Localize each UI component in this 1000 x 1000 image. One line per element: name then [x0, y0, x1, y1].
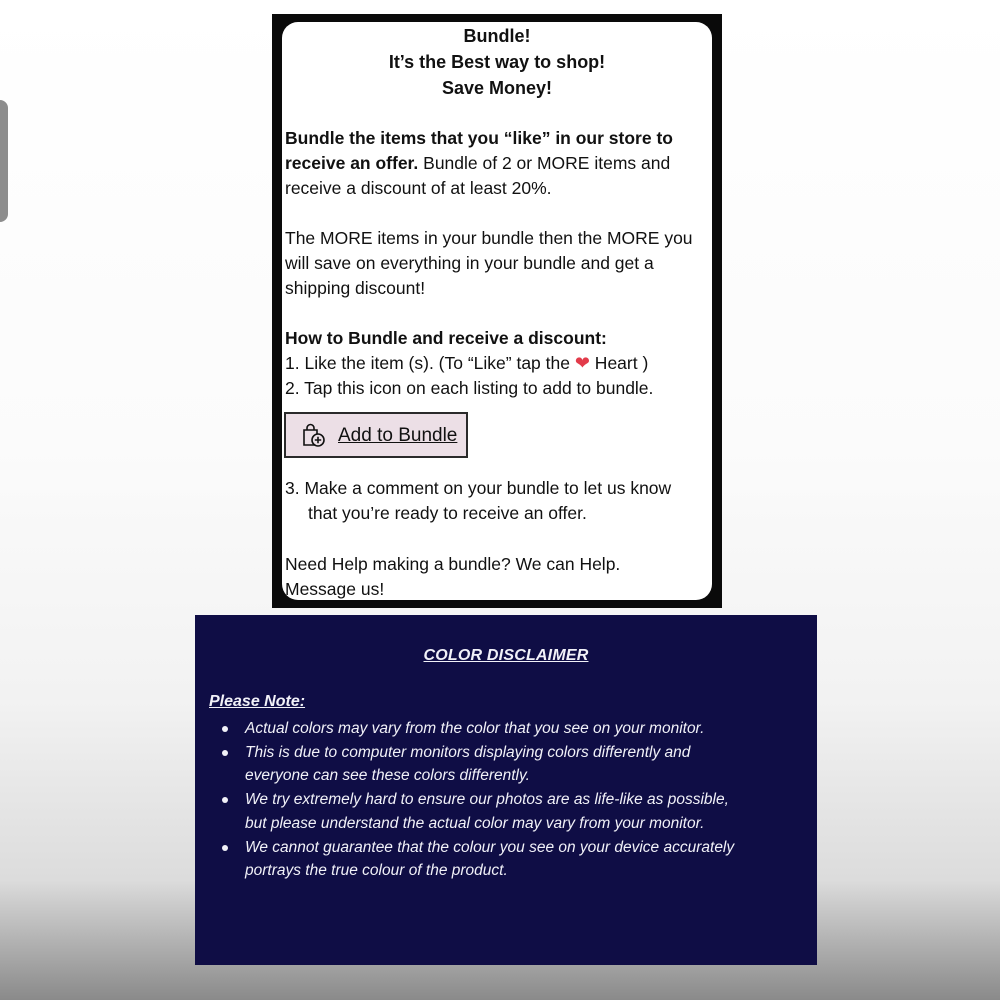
how-to-section	[285, 326, 712, 401]
more-line: The MORE items in your bundle then the MORE you	[285, 228, 693, 248]
disclaimer-item	[209, 788, 807, 835]
disclaimer-list	[209, 717, 807, 883]
disclaimer-title: COLOR DISCLAIMER	[423, 647, 589, 664]
more-items-paragraph	[285, 226, 712, 301]
disclaimer-item	[209, 717, 807, 741]
heading-line: Save Money!	[441, 78, 553, 98]
add-to-bundle-button[interactable]	[284, 412, 468, 458]
bullet-icon	[222, 750, 228, 756]
disclaimer-line: portrays the true colour of the product.	[245, 862, 508, 880]
shopping-bag-plus-icon	[300, 422, 326, 448]
disclaimer-item	[209, 741, 807, 788]
heading-line: It’s the Best way to shop!	[388, 52, 606, 72]
intro-line: Bundle the items that you “like” in our store to	[285, 128, 673, 148]
howto-heading: How to Bundle and receive a discount:	[285, 328, 607, 348]
disclaimer-line: but please understand the actual color may vary from your monitor.	[245, 814, 705, 832]
bullet-icon	[222, 797, 228, 803]
side-handle	[0, 100, 8, 222]
please-note-heading: Please Note:	[209, 693, 306, 710]
bundle-info-frame	[272, 14, 722, 608]
help-paragraph	[285, 552, 712, 600]
disclaimer-line: Actual colors may vary from the color that you see on your monitor.	[245, 720, 705, 737]
disclaimer-line: everyone can see these colors differently.	[245, 767, 530, 785]
help-line: Need Help making a bundle? We can Help.	[285, 554, 621, 574]
heart-icon: ❤	[574, 353, 590, 373]
bullet-icon	[222, 726, 228, 732]
step-3	[285, 476, 712, 526]
disclaimer-line: This is due to computer monitors displaying colors differently and	[245, 743, 691, 761]
intro-line	[285, 151, 712, 176]
color-disclaimer-panel	[195, 615, 817, 965]
step-1-suffix: Heart )	[589, 353, 649, 373]
disclaimer-line: We cannot guarantee that the colour you see on your device accurately	[245, 838, 735, 856]
step-3-line: 3. Make a comment on your bundle to let us know	[285, 478, 672, 498]
step-3-line: that you’re ready to receive an offer.	[308, 503, 587, 523]
intro-line: receive a discount of at least 20%.	[285, 178, 552, 198]
step-1	[285, 351, 712, 376]
disclaimer-line: We try extremely hard to ensure our photos are as life-like as possible,	[245, 791, 729, 809]
step-1-text: 1. Like the item (s). (To “Like” tap the	[285, 353, 575, 373]
more-line: shipping discount!	[285, 278, 426, 298]
bundle-info-card	[282, 22, 712, 600]
bullet-icon	[222, 845, 228, 851]
step-2: 2. Tap this icon on each listing to add to bundle.	[285, 378, 654, 398]
add-to-bundle-label: Add to Bundle	[338, 424, 458, 446]
bundle-intro-paragraph	[285, 126, 712, 201]
bundle-heading	[282, 23, 712, 101]
disclaimer-item	[209, 836, 807, 883]
help-line: Message us!	[285, 579, 385, 599]
more-line: will save on everything in your bundle and get a	[285, 253, 654, 273]
heading-line: Bundle!	[463, 26, 531, 46]
intro-text: Bundle of 2 or MORE items and	[418, 153, 671, 173]
intro-bold: receive an offer.	[285, 153, 419, 173]
